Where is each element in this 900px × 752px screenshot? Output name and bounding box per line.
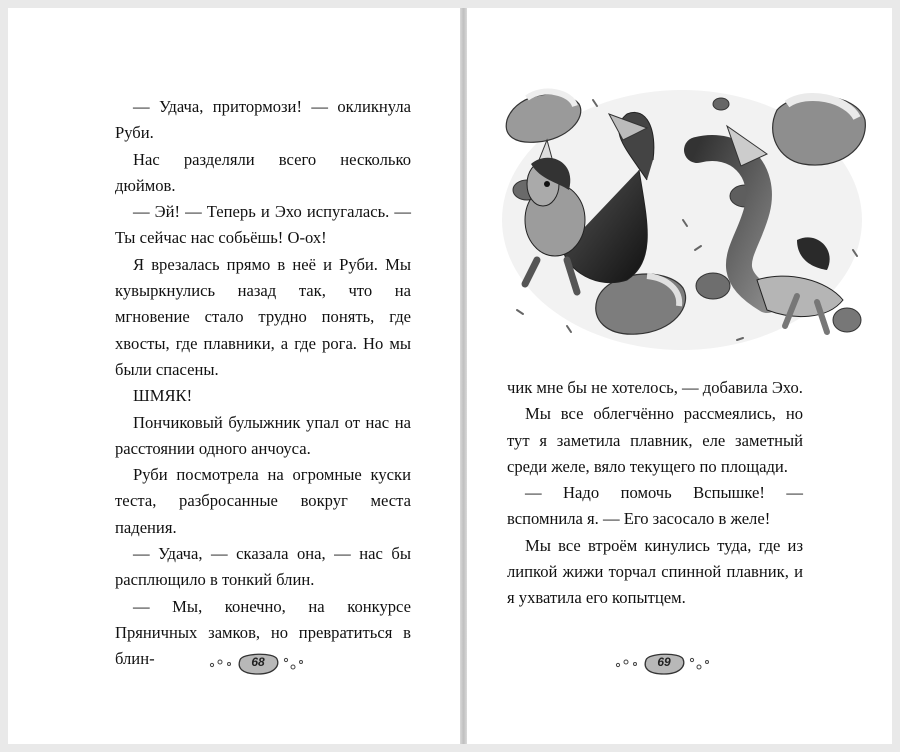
left-page-text [115, 94, 411, 673]
book-spine [460, 8, 467, 744]
page-number-badge [208, 650, 308, 676]
paragraph: Руби посмотрела на огромные куски теста, разбросанные вокруг места падения. [115, 465, 411, 537]
paragraph: — Эй! — Теперь и Эхо испугалась. — Ты сейчас нас собьёшь! О-ох! [115, 202, 411, 248]
unicorn-illustration [497, 70, 867, 360]
left-page [8, 8, 460, 744]
paragraph: Мы все втроём кинулись туда, где из липкой жижи торчал спинной плавник, и я ухватила его копытцем. [507, 535, 803, 608]
paragraph: Нас разделяли всего несколько дюймов. [115, 149, 411, 195]
right-page [467, 8, 892, 744]
paragraph: Я врезалась прямо в неё и Руби. Мы кувыркнулись назад так, что на мгновение стало трудно понять, где хвосты, где плавники, а где рога. Но мы были спасены. [115, 254, 411, 379]
page-number-badge [614, 650, 714, 676]
page-number: 68 [251, 655, 265, 669]
paragraph: чик мне бы не хотелось, — добавила Эхо. [507, 378, 803, 397]
paragraph: Мы все облегчённо рассмеялись, но тут я заметила плавник, еле заметный среди желе, вяло текущего по площади. [507, 404, 803, 476]
paragraph: — Удача, притормози! — окликнула Руби. [115, 97, 411, 143]
page-number: 69 [657, 655, 671, 669]
right-page-text [507, 375, 803, 612]
paragraph: — Надо помочь Вспышке! — вспомнила я. — Его засосало в желе! [507, 483, 803, 529]
paragraph: — Удача, — сказала она, — нас бы расплющило в тонкий блин. [115, 544, 411, 590]
donut-rock-top-right [773, 96, 866, 165]
paragraph: — Мы, конечно, на конкурсе Пряничных замков, но превратиться в блин- [115, 596, 411, 669]
paragraph: Пончиковый булыжник упал от нас на расстоянии одного анчоуса. [115, 412, 411, 458]
paragraph: ШМЯК! [133, 386, 193, 406]
